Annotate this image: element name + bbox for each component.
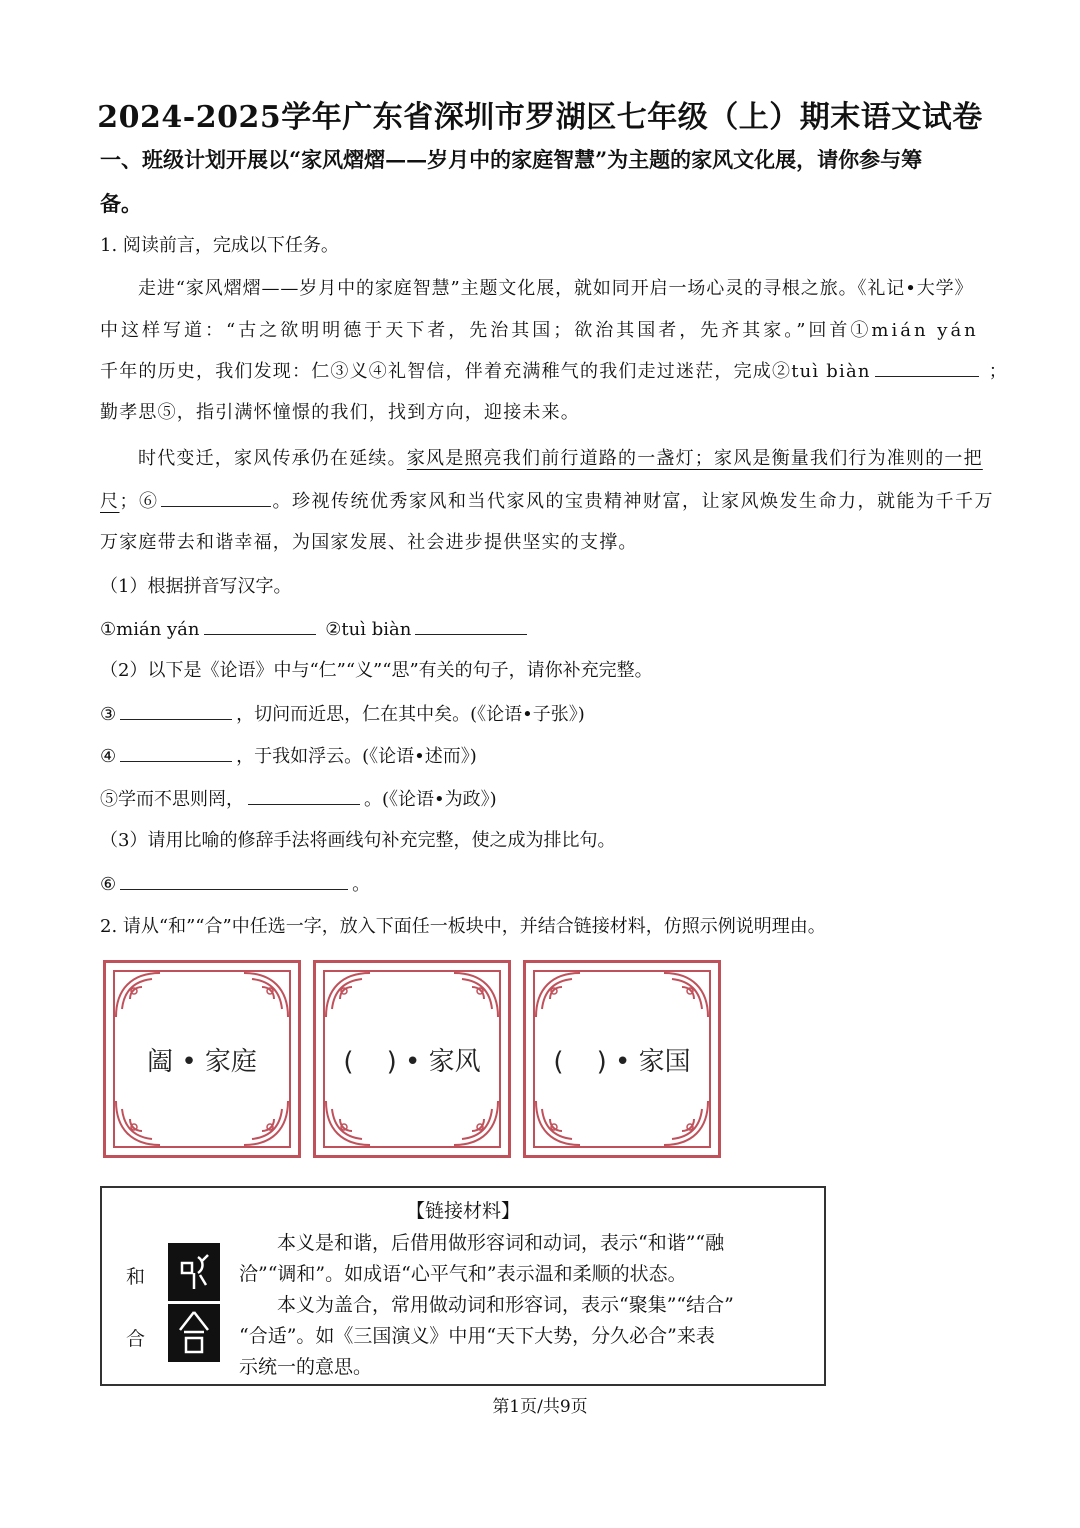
subquestion-1: （1）根据拼音写汉字。 (100, 576, 292, 597)
material-hee-line1: 本义为盖合，常用做动词和形容词，表示“聚集”“结合” (277, 1294, 734, 1316)
preface-p2-line2: 尺；⑥ 。珍视传统优秀家风和当代家风的宝贵精神财富，让家风焕发生命力，就能为千千万 (100, 488, 984, 515)
material-hee-line2: “合适”。如《三国演义》中用“天下大势，分久必合”来表 (239, 1325, 715, 1347)
material-char-he2: 合 (126, 1328, 146, 1350)
page-title: 2024-2025学年广东省深圳市罗湖区七年级（上）期末语文试卷 (97, 100, 983, 135)
panel-family-style (313, 960, 511, 1158)
linked-material-box (100, 1186, 826, 1386)
section-heading-line2: 备。 (100, 191, 142, 216)
subquestion-3: （3）请用比喻的修辞手法将画线句补充完整，使之成为排比句。 (100, 830, 616, 851)
panel-family-nation (523, 960, 721, 1158)
panel-label: ( ) • 家风 (343, 1046, 481, 1077)
panel-label: ( ) • 家国 (553, 1046, 691, 1077)
preface-p1-line3: 千年的历史，我们发现：仁③义④礼智信，伴着充满稚气的我们走过迷茫，完成②tuì biàn ； (100, 358, 984, 385)
answer-blank-5[interactable] (248, 786, 360, 805)
material-title: 【链接材料】 (405, 1200, 520, 1222)
seal-script-hee-icon (168, 1304, 220, 1362)
material-char-he: 和 (126, 1266, 146, 1288)
preface-p1-line4: 勤孝思⑤，指引满怀憧憬的我们，找到方向，迎接未来。 (100, 402, 580, 423)
subquestion-2: （2）以下是《论语》中与“仁”“义”“思”有关的句子，请你补充完整。 (100, 660, 653, 681)
analects-item-5: ⑤学而不思则罔， 。(《论语•为政》) (100, 786, 984, 813)
preface-p2-line3: 万家庭带去和谐幸福，为国家发展、社会进步提供坚实的支撑。 (100, 532, 638, 553)
preface-p1-line2: 中这样写道：“古之欲明明德于天下者，先治其国；欲治其国者，先齐其家。”回首①mián yán (100, 320, 979, 341)
answer-blank-6[interactable] (120, 871, 348, 890)
question-2-intro: 2. 请从“和”“合”中任选一字，放入下面任一板块中，并结合链接材料，仿照示例说明理由。 (100, 916, 826, 937)
pinyin-answers: ①mián yán ②tuì biàn (100, 616, 984, 643)
answer-blank-1[interactable] (204, 616, 316, 635)
preface-p2-line1: 时代变迁，家风传承仍在延续。家风是照亮我们前行道路的一盏灯；家风是衡量我们行为准则的一把 (138, 448, 983, 469)
section-heading-line1: 一、班级计划开展以“家风熠熠——岁月中的家庭智慧”为主题的家风文化展，请你参与筹 (100, 147, 923, 172)
analects-item-3: ③ ，切问而近思，仁在其中矣。(《论语•子张》) (100, 701, 984, 728)
question-1-intro: 1. 阅读前言，完成以下任务。 (100, 235, 339, 256)
blank-6-inline[interactable] (161, 488, 271, 507)
metaphor-answer: ⑥ 。 (100, 871, 984, 898)
answer-blank-4[interactable] (120, 743, 232, 762)
panel-family (103, 960, 301, 1158)
preface-p1-line1: 走进“家风熠熠——岁月中的家庭智慧”主题文化展，就如同开启一场心灵的寻根之旅。《礼记•大学》 (138, 278, 974, 299)
blank-tui-bian-inline[interactable] (875, 358, 979, 377)
material-he-line2: 洽”“调和”。如成语“心平气和”表示温和柔顺的状态。 (239, 1263, 687, 1285)
underlined-sentence: 家风是照亮我们前行道路的一盏灯；家风是衡量我们行为准则的一把 (406, 448, 983, 469)
page-number: 第1页/共9页 (492, 1397, 588, 1417)
material-he-line1: 本义是和谐，后借用做形容词和动词，表示“和谐”“融 (277, 1232, 725, 1254)
answer-blank-3[interactable] (120, 701, 232, 720)
seal-script-he-icon (168, 1243, 220, 1301)
analects-item-4: ④ ，于我如浮云。(《论语•述而》) (100, 743, 984, 770)
answer-blank-2[interactable] (415, 616, 527, 635)
panel-label: 阖 • 家庭 (147, 1046, 257, 1077)
material-hee-line3: 示统一的意思。 (239, 1356, 373, 1378)
